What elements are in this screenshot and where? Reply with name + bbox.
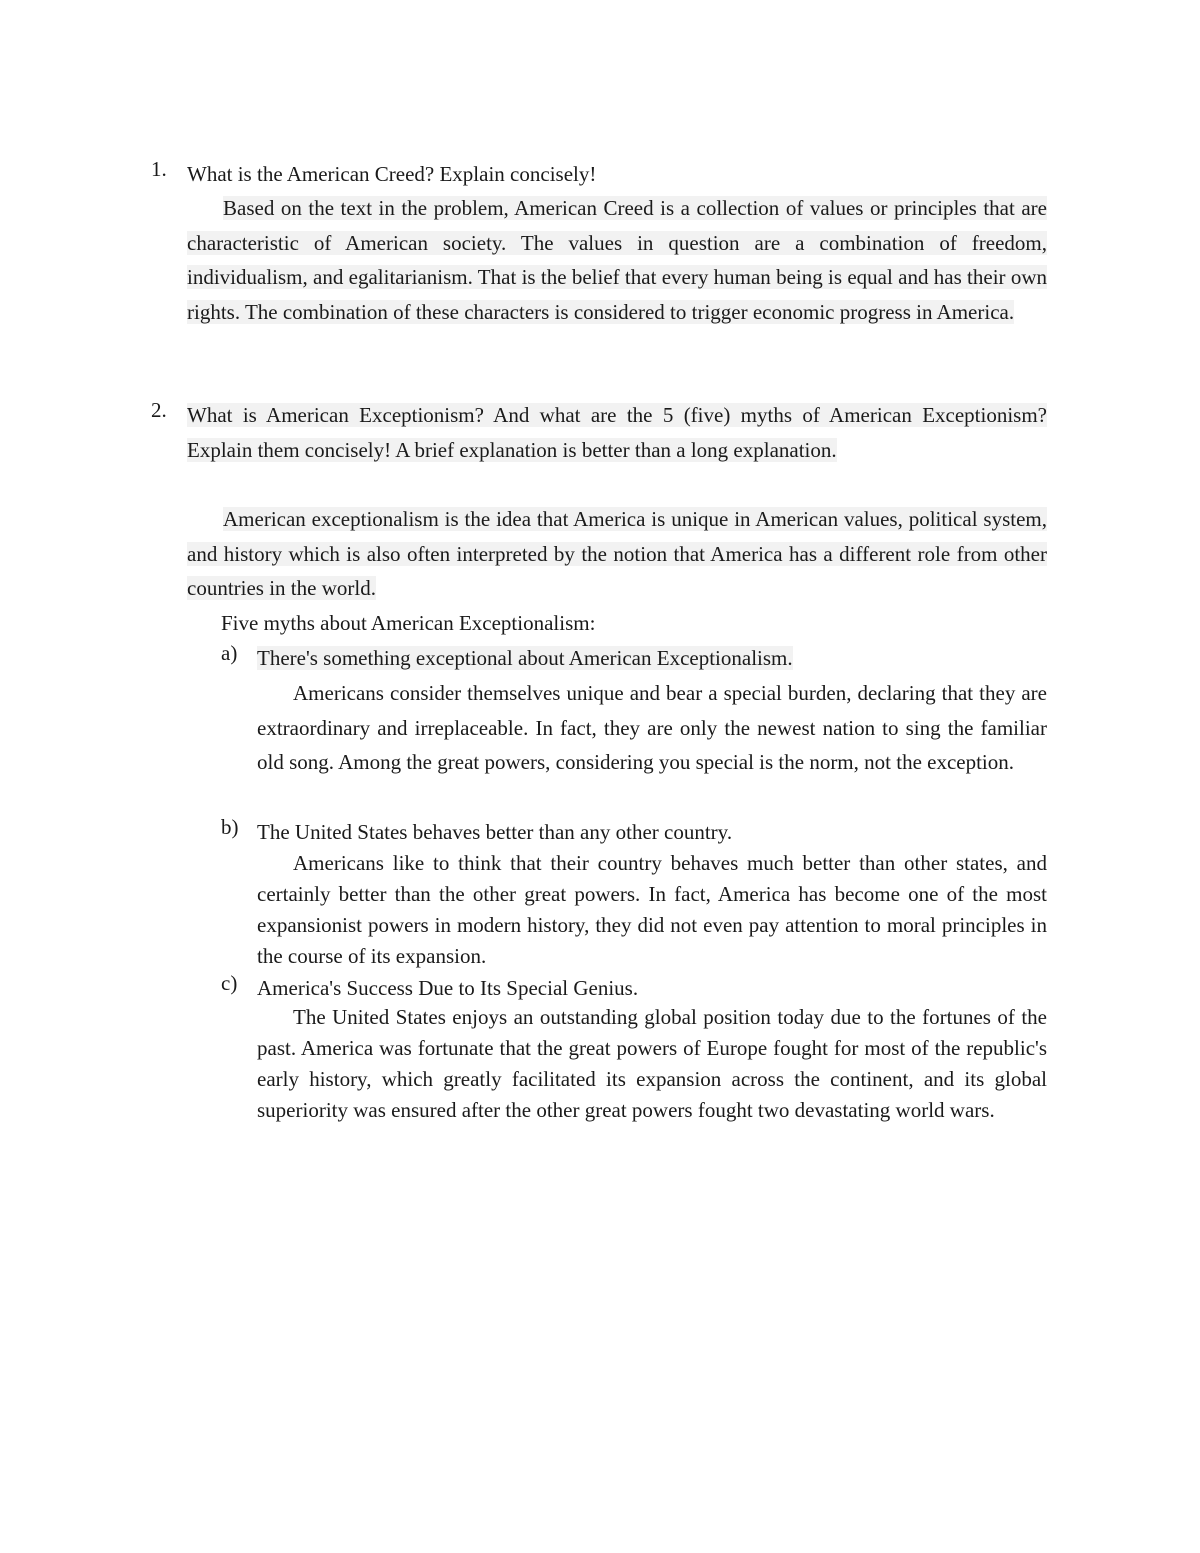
answer-text: American exceptionalism is the idea that America is unique in American values, political system, and history which is also often interpreted by the notion that America has a different role from other countries in the world. bbox=[187, 507, 1047, 601]
question-text: What is the American Creed? Explain concisely! bbox=[187, 162, 597, 186]
myth-explanation: Americans consider themselves unique and bear a special burden, declaring that they are extraordinary and irreplaceable. In fact, they are only the newest nation to sing the familiar old song. Among the great powers, considering you special is the norm, not the exception. bbox=[257, 681, 1047, 775]
question-text-content: What is American Exceptionism? And what are the 5 (five) myths of American Exceptionism? Explain them concisely! A brief explanation is better than a long explanation. bbox=[187, 403, 1047, 462]
myth-explanation: Americans like to think that their country behaves much better than other states, and certainly better than the other great powers. In fact, America has become one of the most expansionist powers in modern history, they did not even pay attention to moral principles in the course of its expansion. bbox=[257, 851, 1047, 969]
myth-title-text: There's something exceptional about American Exceptionalism. bbox=[257, 646, 793, 670]
myth-letter: b) bbox=[221, 815, 239, 839]
myths-intro: Five myths about American Exceptionalism: bbox=[221, 611, 596, 635]
question-number: 2. bbox=[151, 398, 167, 422]
myth-title: The United States behaves better than any other country. bbox=[257, 820, 733, 844]
answer-text: Based on the text in the problem, American Creed is a collection of values or principles that are characteristic of American society. The values in question are a combination of freedom, individualism, and egalitarianism. That is the belief that every human being is equal and has their own rights. The combination of these characters is considered to trigger economic progress in America. bbox=[187, 196, 1047, 325]
question-text bbox=[187, 398, 1047, 467]
myth-letter: a) bbox=[221, 641, 238, 665]
myth-letter: c) bbox=[221, 971, 238, 995]
myth-title bbox=[257, 641, 1047, 676]
myth-explanation: The United States enjoys an outstanding global position today due to the fortunes of the past. America was fortunate that the great powers of Europe fought for most of the republic's early history, which greatly facilitated its expansion across the continent, and its global superiority was ensured after the other great powers fought two devastating world wars. bbox=[257, 1005, 1047, 1123]
answer-paragraph bbox=[187, 191, 1047, 330]
question-number: 1. bbox=[151, 157, 167, 181]
myth-title: America's Success Due to Its Special Genius. bbox=[257, 976, 639, 1000]
answer-paragraph bbox=[187, 502, 1047, 606]
